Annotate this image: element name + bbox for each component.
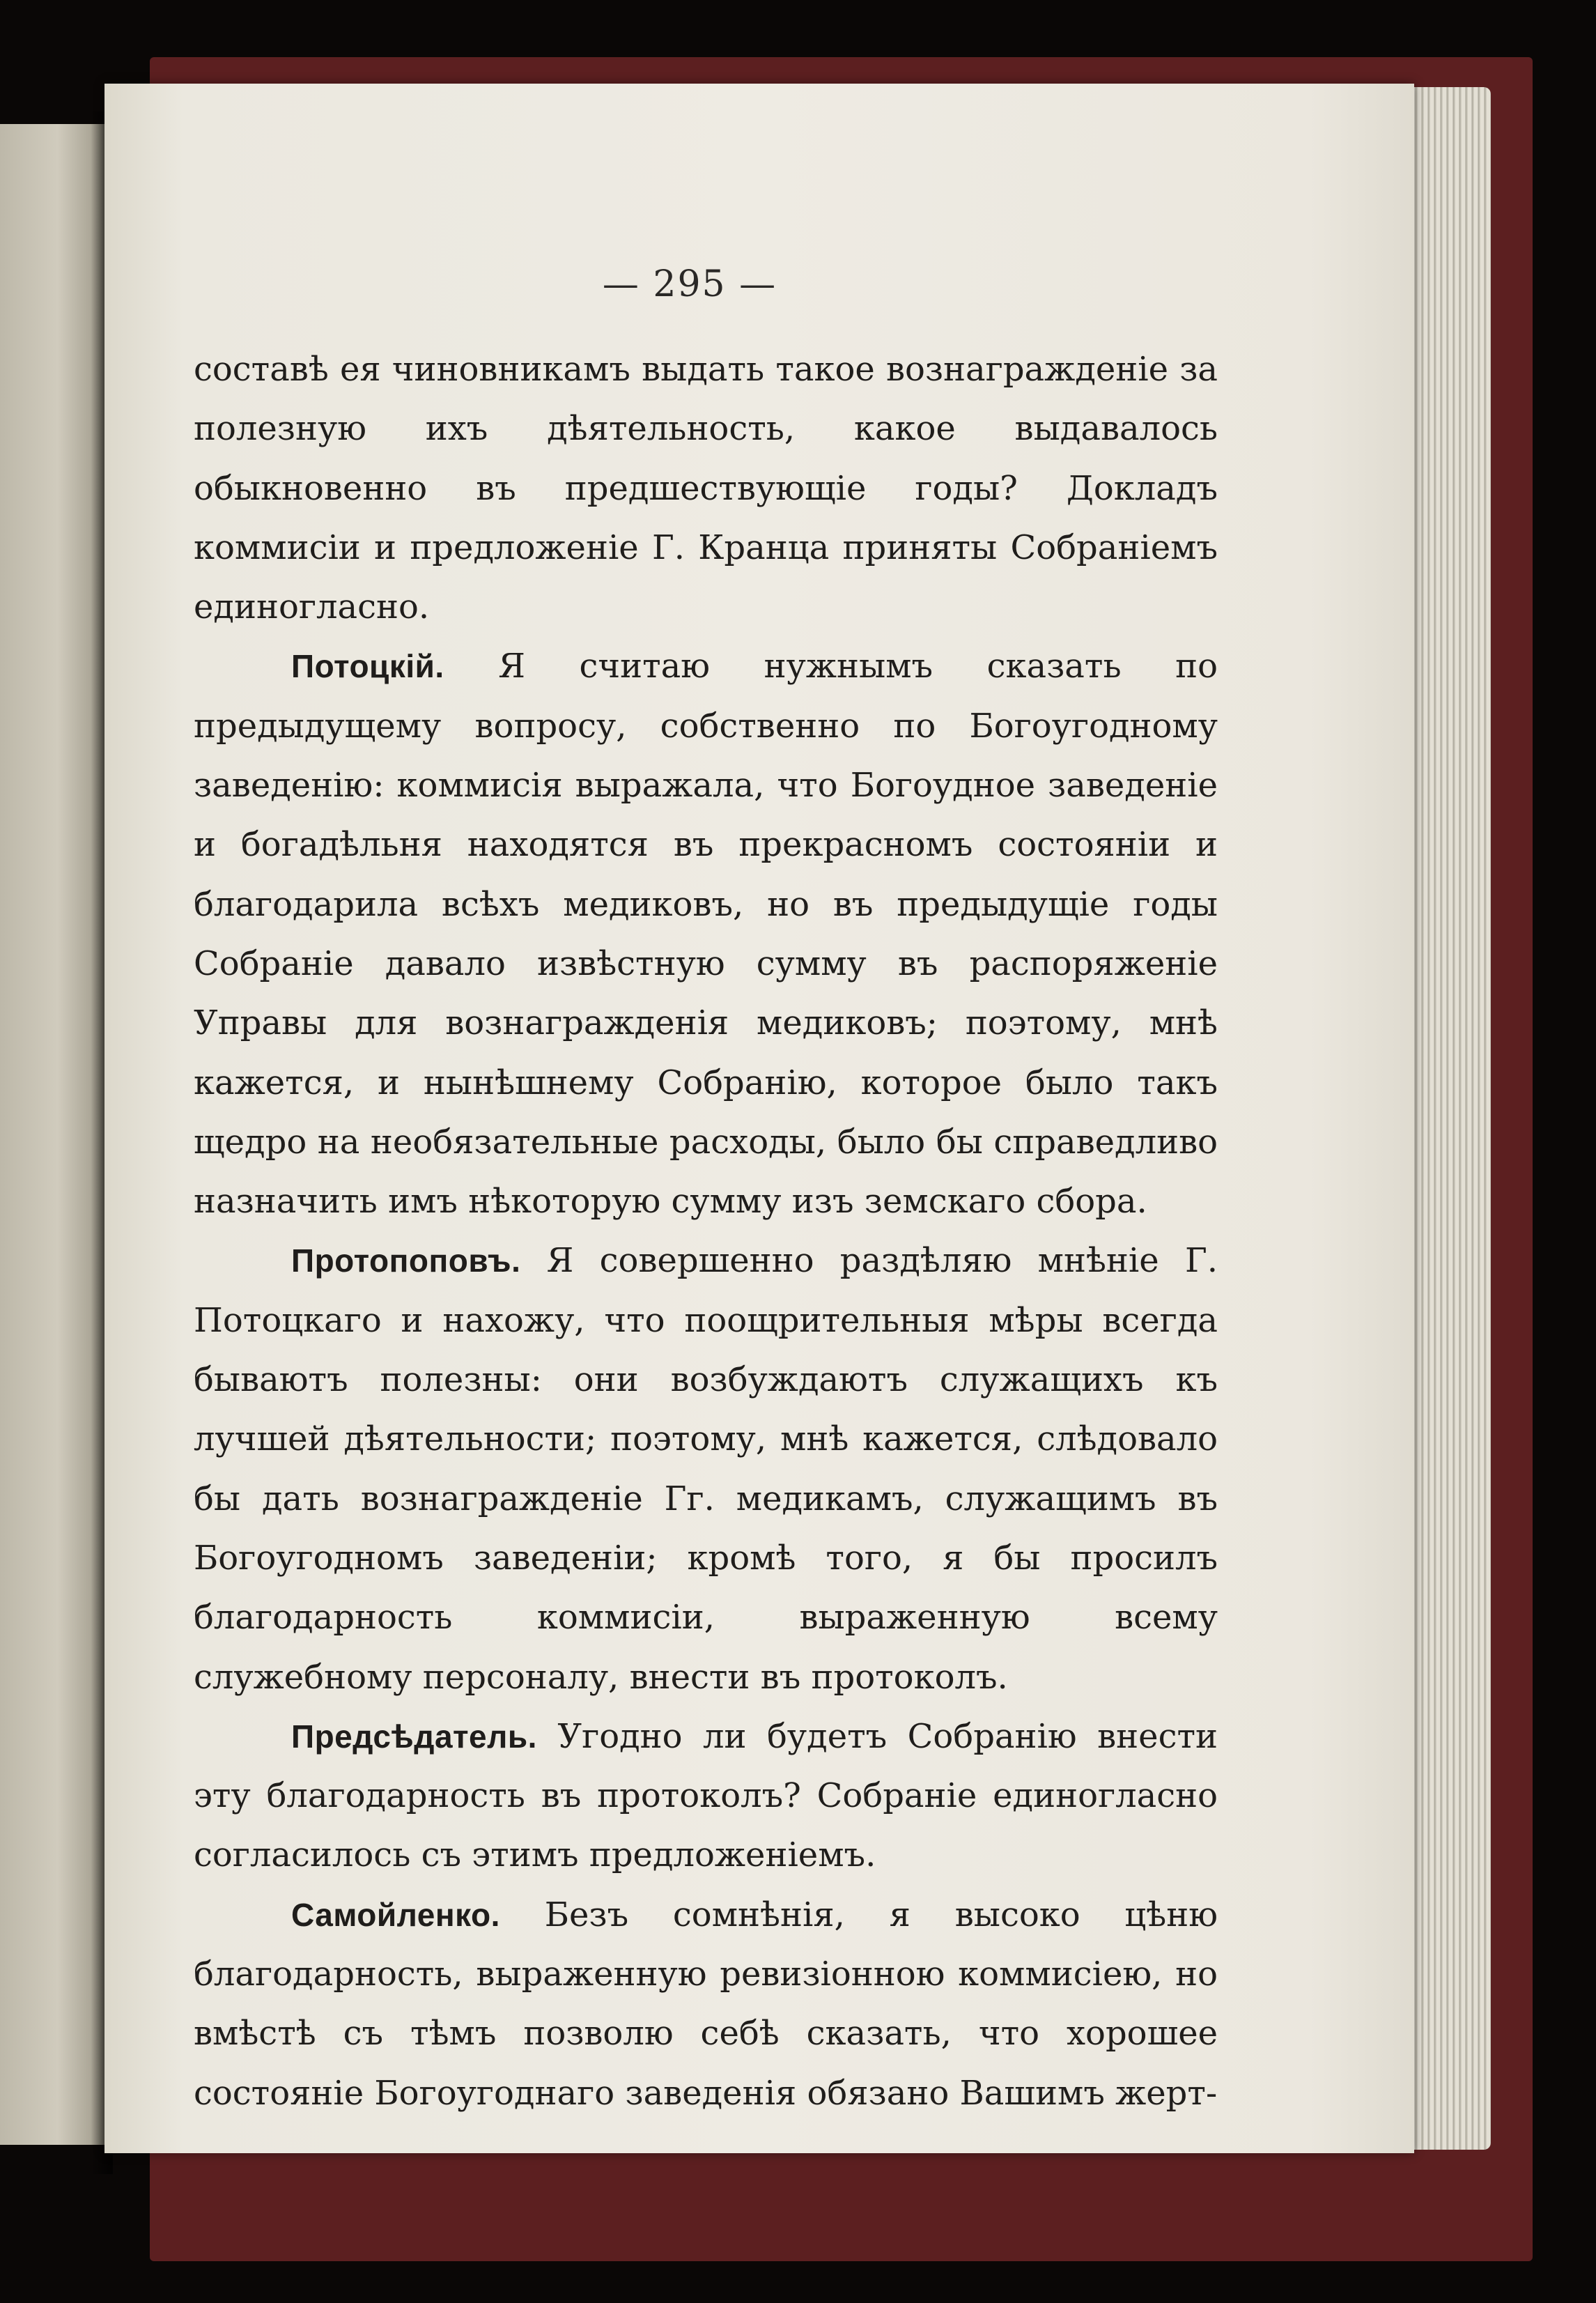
speaker-name: Протопоповъ. <box>291 1242 521 1279</box>
paragraph-3-text: Я совершенно раздѣляю мнѣніе Г. Потоцкаго и нахожу, что поощрительныя мѣры всегда бываютъ полезны: они возбуждаютъ служащихъ къ лучшей дѣятельности; поэтому, мнѣ кажется, слѣдовало бы дать вознагражденіе Гг. медикамъ, служащимъ въ Богоугодномъ заведеніи; кромѣ того, я бы просилъ благодарность коммисіи, выраженную всему служебному персоналу, внести въ протоколъ. <box>194 1241 1218 1697</box>
page-text <box>194 340 1218 2123</box>
page-number: — 295 — <box>602 263 777 305</box>
paragraph-3 <box>194 1231 1218 1707</box>
paragraph-1-text: составѣ ея чиновникамъ выдать такое вознагражденіе за полезную ихъ дѣятельность, какое выдавалось обыкновенно въ предшествующіе годы? Докладъ коммисіи и предложеніе Г. Кранца приняты Собраніемъ единогласно. <box>194 350 1218 627</box>
paragraph-5 <box>194 1886 1218 2123</box>
paragraph-2 <box>194 637 1218 1231</box>
paragraph-2-text: Я считаю нужнымъ сказать по предыдущему вопросу, собственно по Богоугодному заведенію: коммисія выражала, что Богоудное заведеніе и богадѣльня находятся въ прекрасномъ состояніи и благодарила всѣхъ медиковъ, но въ предыдущіе годы Собраніе давало извѣстную сумму въ распоряженіе Управы для вознагражденія медиковъ; поэтому, мнѣ кажется, и нынѣшнему Собранію, которое было такъ щедро на необязательные расходы, было бы справедливо назначить имъ нѣкоторую сумму изъ земскаго сбора. <box>194 647 1218 1222</box>
facing-page <box>0 124 104 2145</box>
paragraph-1 <box>194 340 1218 637</box>
paragraph-4-text: Угодно ли будетъ Собранію внести эту благодарность въ протоколъ? Собраніе единогласно согласилось съ этимъ предложеніемъ. <box>194 1716 1218 1875</box>
speaker-name: Предсѣдатель. <box>291 1718 537 1755</box>
paragraph-5-text: Безъ сомнѣнія, я высоко цѣню благодарность, выраженную ревизіонною коммисіею, но вмѣстѣ съ тѣмъ позволю себѣ сказать, что хорошее состояніе Богоугоднаго заведенія обязано Вашимъ жерт- <box>194 1895 1218 2113</box>
paragraph-4 <box>194 1707 1218 1886</box>
book-page <box>104 84 1414 2153</box>
speaker-name: Самойленко. <box>291 1896 500 1933</box>
speaker-name: Потоцкій. <box>291 648 444 685</box>
